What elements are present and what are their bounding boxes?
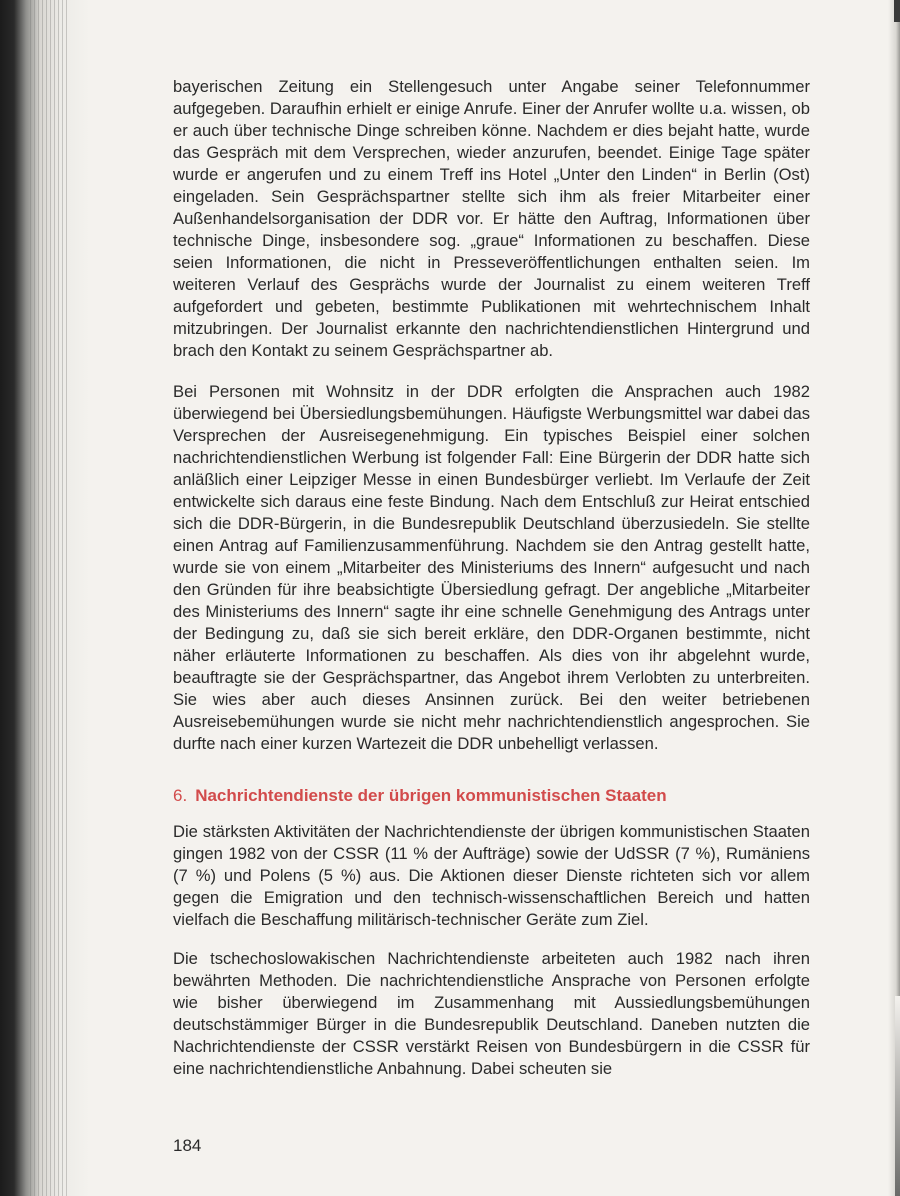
page-body xyxy=(173,76,810,1097)
corner-mark xyxy=(894,0,900,22)
bottom-edge-mark xyxy=(895,996,900,1196)
page-number: 184 xyxy=(173,1136,202,1155)
section-number: 6. xyxy=(173,786,188,805)
book-page-stack xyxy=(30,0,68,1196)
body-paragraph: bayerischen Zeitung ein Stellengesuch unter Angabe seiner Telefonnummer aufgegeben. Daraufhin erhielt er einige Anrufe. Einer der Anrufer wollte u.a. wissen, ob er auch über technische Dinge schreiben könne. Nachdem er dies bejaht hatte, wurde das Gespräch mit dem Versprechen, wieder anzurufen, beendet. Einige Tage später wurde er angerufen und zu einem Treff ins Hotel „Unter den Linden“ in Berlin (Ost) eingeladen. Sein Gesprächspartner stellte sich ihm als freier Mitarbeiter einer Außenhandelsorganisation der DDR vor. Er hätte den Auftrag, Informationen über technische Dinge, insbesondere sog. „graue“ Informationen zu beschaffen. Diese seien Informationen, die nicht in Presseveröffentlichungen enthalten seien. Im weiteren Verlauf des Gesprächs wurde der Journalist zu einem weiteren Treff aufgefordert und gebeten, bestimmte Publikationen mit wehrtechnischem Inhalt mitzubringen. Der Journalist erkannte den nachrichtendienstlichen Hintergrund und brach den Kontakt zu seinem Gesprächspartner ab. xyxy=(173,77,810,360)
body-paragraph: Bei Personen mit Wohnsitz in der DDR erfolgten die Ansprachen auch 1982 überwiegend bei Übersiedlungsbemühungen. Häufigste Werbungsmittel war dabei das Versprechen der Ausreisegenehmigung. Ein typisches Beispiel einer solchen nachrichtendienstlichen Werbung ist folgender Fall: Eine Bürgerin der DDR hatte sich anläßlich einer Leipziger Messe in einen Bundesbürger verliebt. Im Verlaufe der Zeit entwickelte sich daraus eine feste Bindung. Nach dem Entschluß zur Heirat entschied sich die DDR-Bürgerin, in die Bundesrepublik Deutschland überzusiedeln. Sie stellte einen Antrag auf Familienzusammenführung. Nachdem sie den Antrag gestellt hatte, wurde sie von einem „Mitarbeiter des Ministeriums des Innern“ aufgesucht und nach den Gründen für ihre beabsichtigte Übersiedlung gefragt. Der angebliche „Mitarbeiter des Ministeriums des Innern“ sagte ihr eine schnelle Genehmigung des Antrags unter der Bedingung zu, daß sie sich bereit erkläre, den DDR-Organen bestimmte, nicht näher erläuterte Informationen zu beschaffen. Als dies von ihr abgelehnt wurde, beauftragte sie der Gesprächspartner, das Angebot ihrem Verlobten zu unterbreiten. Sie wies aber auch dieses Ansinnen zurück. Bei den weiter betriebenen Ausreisebemühungen wurde sie nicht mehr nachrichtendienstlich angesprochen. Sie durfte nach einer kurzen Wartezeit die DDR unbehelligt verlassen. xyxy=(173,382,810,753)
section-heading xyxy=(173,785,810,807)
section-title: Nachrichtendienste der übrigen kommunistischen Staaten xyxy=(195,786,667,805)
section-paragraph: Die tschechoslowakischen Nachrichtendienste arbeiteten auch 1982 nach ihren bewährten Methoden. Die nachrichtendienstliche Ansprache von Personen erfolgte wie bisher überwiegend im Zusammenhang mit Aussiedlungsbemühungen deutschstämmiger Bürger in die Bundesrepublik Deutschland. Daneben nutzten die Nachrichtendienste der CSSR verstärkt Reisen von Bundesbürgern in die CSSR für eine nachrichtendienstliche Anbahnung. Dabei scheuten sie xyxy=(173,949,810,1078)
section-paragraph: Die stärksten Aktivitäten der Nachrichtendienste der übrigen kommunistischen Staaten gingen 1982 von der CSSR (11 % der Aufträge) sowie der UdSSR (7 %), Rumäniens (7 %) und Polens (5 %) aus. Die Aktionen dieser Dienste richteten sich vor allem gegen die Emigration und den technisch-wissenschaftlichen Bereich und hatten vielfach die Beschaffung militärisch-technischer Geräte zum Ziel. xyxy=(173,822,810,929)
